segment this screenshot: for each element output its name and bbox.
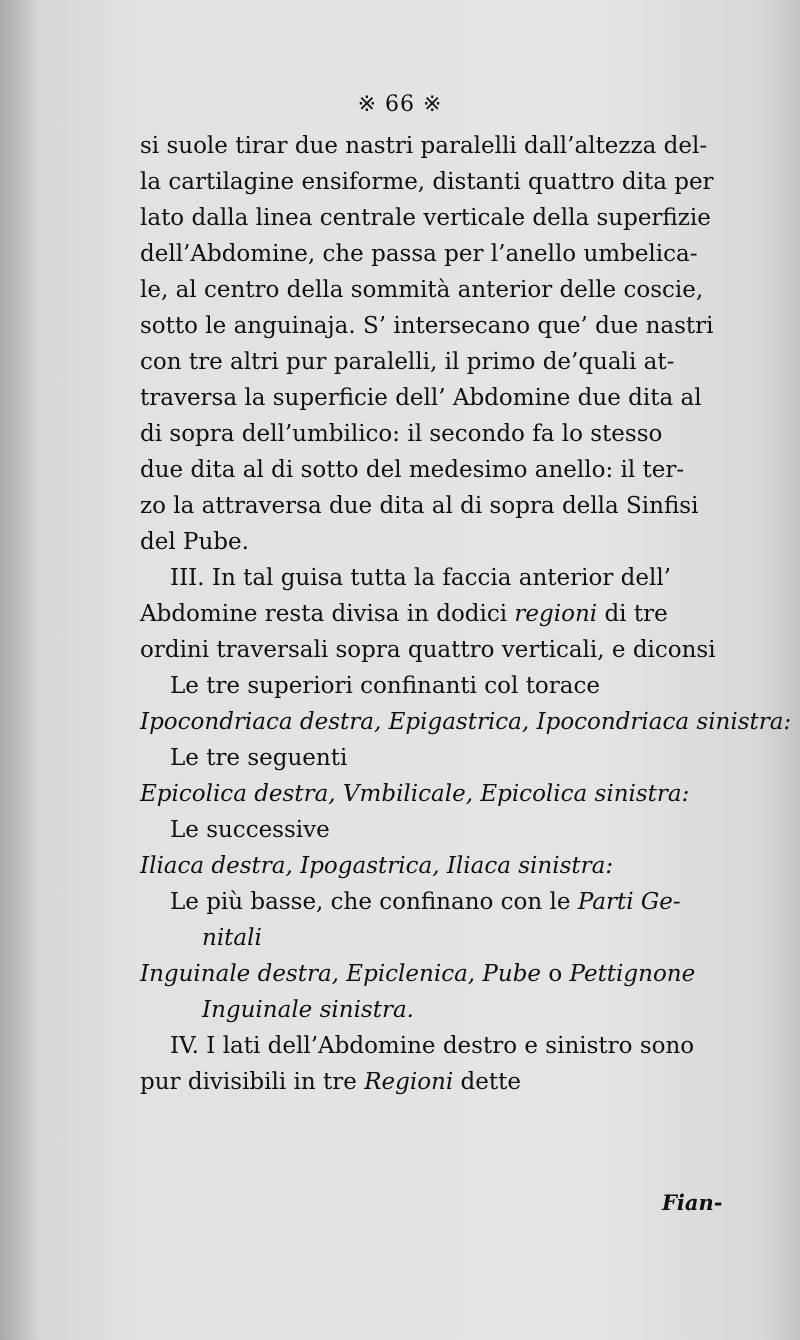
text-segment: pur divisibili in tre: [140, 1069, 357, 1095]
text-line: [140, 596, 668, 632]
text-line: Le tre seguenti: [170, 745, 348, 771]
italic-term: Pettignone: [569, 961, 696, 987]
text-line: le, al centro della sommità anterior delle coscie,: [140, 277, 704, 303]
text-line: dell’Abdomine, che passa per l’anello umbelica-: [140, 241, 698, 267]
text-line: con tre altri pur paralelli, il primo de’quali at-: [140, 349, 675, 375]
catchword: Fian-: [662, 1190, 723, 1215]
text-line: sotto le anguinaja. S’ intersecano que’ due nastri: [140, 313, 714, 339]
text-line: si suole tirar due nastri paralelli dall’altezza del-: [140, 133, 708, 159]
page-header-number: ※ 66 ※: [357, 92, 443, 117]
text-line: [140, 1064, 521, 1100]
text-line: due dita al di sotto del medesimo anello: il ter-: [140, 457, 685, 483]
text-segment: di tre: [604, 601, 668, 627]
text-line: la cartilagine ensiforme, distanti quattro dita per: [140, 169, 714, 195]
text-segment: o: [548, 961, 563, 987]
region-names-line: Ipocondriaca destra, Epigastrica, Ipocondriaca sinistra:: [140, 709, 792, 735]
text-line: di sopra dell’umbilico: il secondo fa lo stesso: [140, 421, 663, 447]
italic-term: Regioni: [364, 1069, 454, 1095]
text-line: ordini traversali sopra quattro verticali, e diconsi: [140, 637, 716, 663]
text-segment: dette: [460, 1069, 521, 1095]
italic-term: regioni: [514, 601, 598, 627]
text-line: zo la attraversa due dita al di sopra della Sinfisi: [140, 493, 699, 519]
region-names-line: Iliaca destra, Ipogastrica, Iliaca sinistra:: [140, 853, 614, 879]
region-names-line: [140, 956, 695, 992]
paragraph-iii-line: III. In tal guisa tutta la faccia anterior dell’: [170, 565, 671, 591]
italic-term: Inguinale destra, Epiclenica, Pube: [140, 961, 542, 987]
text-line: del Pube.: [140, 529, 249, 555]
text-line: traversa la superficie dell’ Abdomine due dita al: [140, 385, 702, 411]
region-names-line: Epicolica destra, Vmbilicale, Epicolica sinistra:: [140, 781, 690, 807]
region-names-line: Inguinale sinistra.: [202, 997, 414, 1023]
paragraph-iv-line: IV. I lati dell’Abdomine destro e sinistro sono: [170, 1033, 695, 1059]
italic-term: Parti Ge-: [577, 889, 681, 915]
text-line: [170, 884, 681, 920]
text-segment: Le più basse, che confinano con le: [170, 889, 571, 915]
text-line: lato dalla linea centrale verticale della superfizie: [140, 205, 711, 231]
text-line: Le tre superiori confinanti col torace: [170, 673, 600, 699]
text-segment: Abdomine resta divisa in dodici: [140, 601, 508, 627]
text-line: nitali: [202, 925, 262, 951]
text-line: Le successive: [170, 817, 330, 843]
